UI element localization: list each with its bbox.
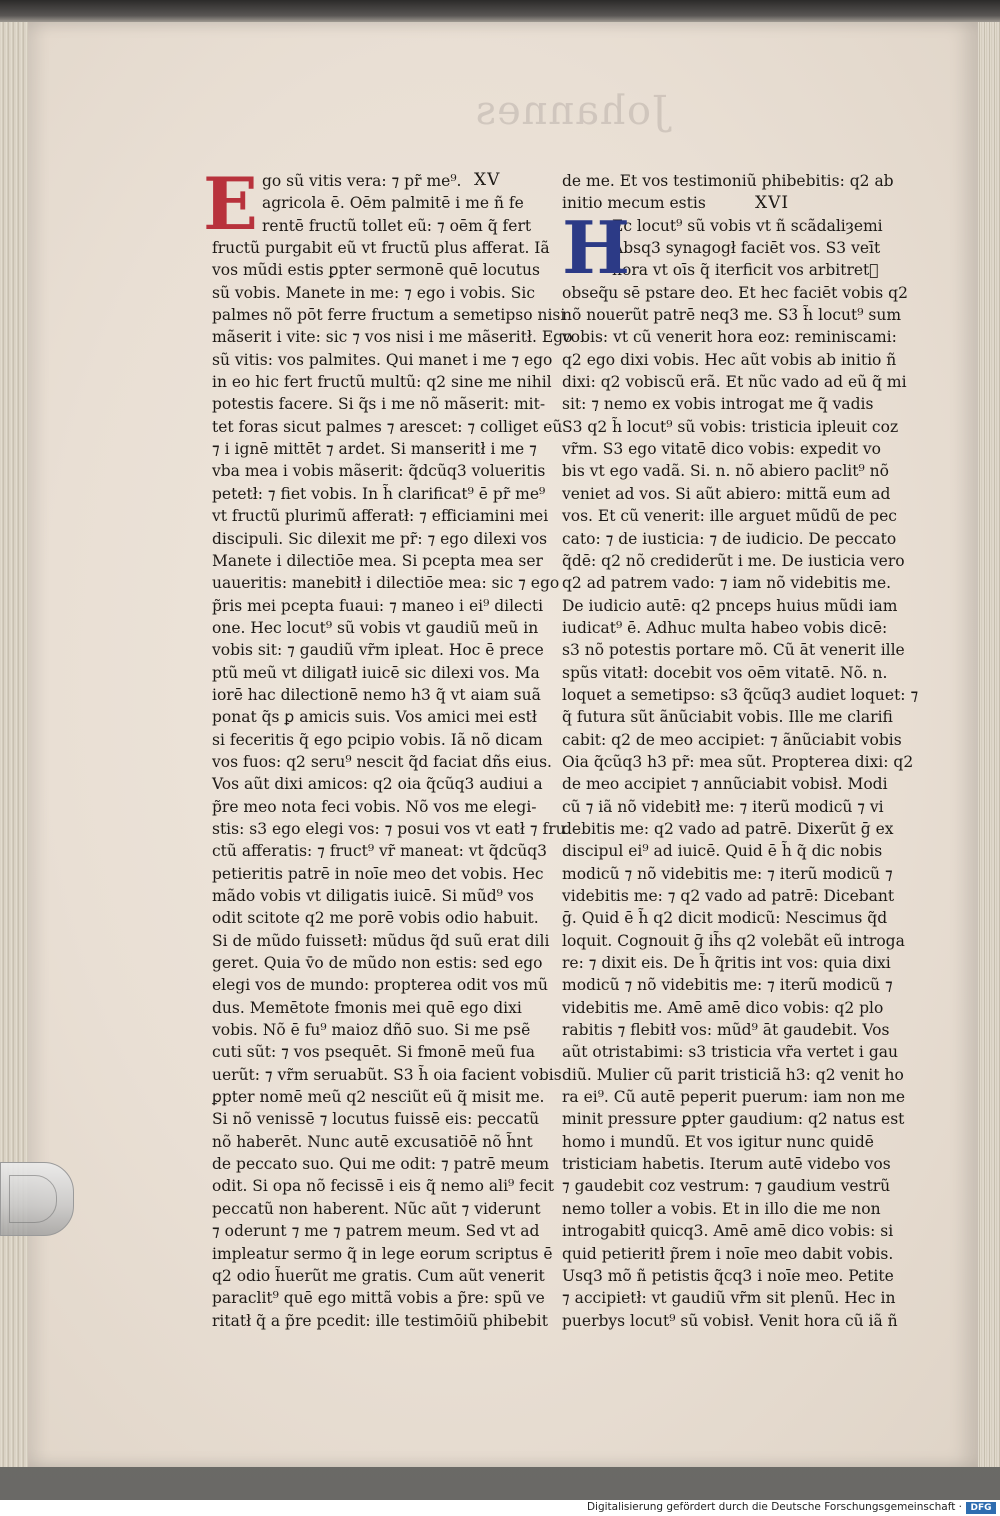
text-line: iudicat⁹ ē. Adhuc multa habeo vobis dicē: bbox=[562, 618, 888, 637]
chapter-number-left: XV bbox=[474, 170, 501, 190]
text-line: de me. Et vos testimoniũ phibebitis: q2 ab bbox=[562, 172, 894, 190]
text-line: petieritis patrē in noīe meo det vobis. Hec bbox=[212, 864, 544, 883]
text-line: si feceritis q̃ ego pcipio vobis. Iã nõ dicam bbox=[212, 730, 543, 749]
text-line: impleatur sermo q̃ in lege eorum scriptus ē bbox=[212, 1244, 553, 1263]
text-line: modicũ ⁊ nõ videbitis me: ⁊ iterũ modicũ ⁊ bbox=[562, 976, 893, 995]
text-line: vobis. Nõ ē fu⁹ maioz dñō suo. Si me psẽ bbox=[212, 1021, 531, 1040]
text-line: q2 odio h̃uerũt me gratis. Cum aũt venerit bbox=[212, 1266, 545, 1285]
text-line: peccatũ non haberent. Nũc aũt ⁊ viderunt bbox=[212, 1199, 541, 1218]
text-line: rentē fructũ tollet eũ: ⁊ oēm q̃ fert bbox=[262, 216, 532, 235]
text-line: Manete i dilectiōe mea. Si pcepta mea ser bbox=[212, 551, 543, 570]
text-line: diũ. Mulier cũ parit tristiciã h3: q2 venit ho bbox=[562, 1065, 904, 1084]
funding-notice: Digitalisierung gefördert durch die Deutsche Forschungsgemeinschaft · bbox=[586, 1501, 962, 1513]
text-line: nõ haberēt. Nunc autē excusatiōē nõ h̃nt bbox=[212, 1132, 533, 1151]
text-line: elegi vos de mundo: propterea odit vos mũ bbox=[212, 976, 548, 995]
text-column-left bbox=[212, 170, 573, 1332]
text-line: loquet a semetipso: s3 q̃cũq3 audiet loquet: ⁊ bbox=[562, 685, 919, 704]
text-line: S3 q2 h̃ locut⁹ sũ vobis: tristicia ipleuit coz bbox=[562, 417, 899, 436]
text-line: ḡ. Quid ē h̃ q2 dicit modicũ: Nescimus q̃d bbox=[562, 909, 888, 928]
text-line: palmes nõ pōt ferre fructum a semetipso nisi bbox=[212, 306, 566, 325]
initial-letter-left: E bbox=[203, 161, 258, 246]
text-line: vobis: vt cũ venerit hora eoz: reminiscami: bbox=[562, 328, 897, 347]
text-line: spũs vitatł: docebit vos oēm vitatē. Nõ. n. bbox=[562, 663, 888, 682]
text-line: introgabitł quicq3. Amē amē dico vobis: si bbox=[562, 1222, 894, 1241]
text-line: odit scitote q2 me porē vobis odio habuit. bbox=[212, 909, 539, 928]
text-lines-left bbox=[212, 237, 573, 1332]
text-line: vobis sit: ⁊ gaudiũ vr̃m ipleat. Hoc ē prece bbox=[212, 641, 544, 660]
text-line: q̃ futura sũt ãnũciabit vobis. Ille me clarifi bbox=[562, 708, 893, 727]
text-line: re: ⁊ dixit eis. De h̃ q̃ritis int vos: quia dixi bbox=[562, 954, 891, 973]
left-page-edges bbox=[0, 22, 31, 1467]
text-line: stis: s3 ego elegi vos: ⁊ posui vos vt eatł ⁊ fru bbox=[212, 819, 566, 838]
text-line: q̃dē: q2 nõ crediderũt i me. De iusticia vero bbox=[562, 551, 905, 570]
text-line: Absq3 synagogł faciēt vos. S3 veīt bbox=[612, 239, 881, 258]
text-line: de peccato suo. Qui me odit: ⁊ patrē meum bbox=[212, 1155, 550, 1174]
text-line: ⁊ gaudebit coz vestrum: ⁊ gaudium vestrũ bbox=[562, 1177, 891, 1196]
text-lines-right bbox=[562, 304, 919, 1332]
text-line: quid petieritł p̃rem i noīe meo dabit vobis. bbox=[562, 1244, 894, 1263]
text-line: minit pressure ꝑpter gaudium: q2 natus est bbox=[562, 1110, 905, 1129]
initial-letter-right: H bbox=[562, 205, 631, 290]
text-line: iorē hac dilectionē nemo h3 q̃ vt aiam suã bbox=[212, 685, 541, 704]
text-line: Ec locut⁹ sũ vobis vt ñ scãdaliȝemi bbox=[612, 216, 883, 235]
text-line: dixi: q2 vobiscũ erã. Et nũc vado ad eũ q̃ mi bbox=[562, 373, 907, 392]
text-line: initio mecum estis bbox=[562, 194, 706, 213]
text-line: ꝑpter nomē meũ q2 nesciũt eũ q̃ misit me. bbox=[212, 1088, 545, 1107]
right-page-edges bbox=[975, 22, 1000, 1467]
text-line: cabit: q2 de meo accipiet: ⁊ ãnũciabit vobis bbox=[562, 730, 902, 749]
text-line: modicũ ⁊ nõ videbitis me: ⁊ iterũ modicũ ⁊ bbox=[562, 864, 893, 883]
text-line: vos. Et cũ venerit: ille arguet mũdũ de pec bbox=[562, 507, 897, 526]
text-line: Oia q̃cũq3 h3 pr̃: mea sũt. Propterea dixi: q2 bbox=[562, 752, 914, 771]
text-line: tet foras sicut palmes ⁊ arescet: ⁊ colliget eũ bbox=[212, 417, 563, 436]
text-line: puerbys locut⁹ sũ vobisł. Venit hora cũ iã ñ bbox=[562, 1311, 898, 1330]
text-line: fructũ purgabit eũ vt fructũ plus afferat. Iã bbox=[212, 239, 550, 258]
text-line: De iudicio autē: q2 pnceps huius mũdi iam bbox=[562, 596, 898, 615]
text-line: cuti sũt: ⁊ vos psequēt. Si fmonē meũ fua bbox=[212, 1043, 535, 1062]
page-clip-inner bbox=[9, 1175, 57, 1223]
text-column-right bbox=[562, 170, 919, 1332]
text-line: rabitis ⁊ flebitł vos: mũd⁹ āt gaudebit. Vos bbox=[562, 1021, 890, 1040]
text-line: one. Hec locut⁹ sũ vobis vt gaudiũ meũ in bbox=[212, 618, 539, 637]
text-line: q2 ad patrem vado: ⁊ iam nõ videbitis me. bbox=[562, 574, 892, 593]
text-line: Usq3 mõ ñ petistis q̃cq3 i noīe meo. Petite bbox=[562, 1266, 894, 1285]
text-line: mãdo vobis vt diligatis iuicē. Si mũd⁹ vos bbox=[212, 887, 534, 905]
text-line: dus. Memētote fmonis mei quē ego dixi bbox=[212, 998, 522, 1017]
text-line: vos mũdi estis ꝑpter sermonē quē locutus bbox=[212, 261, 540, 280]
text-line: q2 ego dixi vobis. Hec aũt vobis ab initio ñ bbox=[562, 350, 897, 369]
text-line: ritatł q̃ a p̃re pcedit: ille testimōiũ phibebit bbox=[212, 1311, 548, 1330]
text-line: vt fructũ plurimũ afferatł: ⁊ efficiamini mei bbox=[212, 507, 549, 526]
text-line: bis vt ego vadã. Si. n. nõ abiero paclit⁹ nõ bbox=[562, 462, 889, 481]
text-line: hora vt oīs q̃ iterficit vos arbitretᷣ bbox=[612, 261, 879, 280]
text-line: agricola ē. Oēm palmitē i me ñ fe bbox=[262, 194, 524, 213]
text-line: veniet ad vos. Si aũt abiero: mittã eum ad bbox=[562, 484, 891, 503]
text-line: loquit. Cognouit ḡ ih̃s q2 volebãt eũ introga bbox=[562, 931, 905, 950]
text-line: sit: ⁊ nemo ex vobis introgat me q̃ vadis bbox=[562, 395, 874, 414]
text-line: vba mea i vobis mãserit: q̃dcũq3 volueritis bbox=[212, 462, 546, 481]
text-line: de meo accipiet ⁊ annũciabit vobisł. Modi bbox=[562, 775, 888, 794]
text-line: s3 nõ potestis portare mõ. Cũ āt venerit ille bbox=[562, 641, 905, 660]
page-clip bbox=[0, 1162, 74, 1236]
text-line: Vos aũt dixi amicos: q2 oia q̃cũq3 audiui a bbox=[212, 775, 543, 794]
text-line: in eo hic fert fructũ multũ: q2 sine me nihil bbox=[212, 373, 552, 392]
text-line: debitis me: q2 vado ad patrē. Dixerũt ḡ ex bbox=[562, 819, 894, 838]
text-line: uerũt: ⁊ vr̃m seruabũt. S3 h̃ oia facient vobis bbox=[212, 1065, 562, 1084]
text-line: uaueritis: manebitł i dilectiōe mea: sic ⁊ ego bbox=[212, 574, 560, 593]
text-line: paraclit⁹ quē ego mittã vobis a p̃re: spũ ve bbox=[212, 1289, 545, 1308]
text-line: ⁊ accipietł: vt gaudiũ vr̃m sit plenũ. Hec in bbox=[562, 1289, 896, 1308]
text-line: obseq̃u sē pstare deo. Et hec faciēt vobis q2 bbox=[562, 283, 908, 302]
text-line: homo i mundũ. Et vos igitur nunc quidē bbox=[562, 1132, 874, 1151]
text-line: ra ei⁹. Cũ autē peperit puerum: iam non me bbox=[562, 1088, 906, 1107]
bleed-through-header: Johannes bbox=[474, 88, 668, 134]
text-line: discipul ei⁹ ad iuicē. Quid ē h̃ q̃ dic nobis bbox=[562, 842, 883, 861]
text-line: cũ ⁊ iã nõ videbitł me: ⁊ iterũ modicũ ⁊ vi bbox=[562, 797, 884, 816]
chapter-number-right: XVI bbox=[755, 193, 790, 213]
footer-bar bbox=[0, 1500, 1000, 1516]
text-line: tristiciam habetis. Iterum autē videbo vos bbox=[562, 1155, 891, 1174]
text-line: ⁊ oderunt ⁊ me ⁊ patrem meum. Sed vt ad bbox=[212, 1222, 540, 1241]
text-line: p̃re meo nota feci vobis. Nõ vos me elegi- bbox=[212, 797, 537, 816]
text-line: discipuli. Sic dilexit me pr̃: ⁊ ego dilexi vos bbox=[212, 529, 548, 548]
text-line: potestis facere. Si q̃s i me nõ mãserit: mit- bbox=[212, 395, 546, 414]
text-line: go sũ vitis vera: ⁊ pr̃ me⁹. bbox=[262, 172, 462, 190]
text-line: mãserit i vite: sic ⁊ vos nisi i me mãseritł. Ego bbox=[212, 328, 573, 347]
dfg-logo: DFG bbox=[966, 1502, 996, 1514]
text-line: vos fuos: q2 seru⁹ nescit q̃d faciat dñs eius. bbox=[212, 752, 552, 771]
text-line: aũt otristabimi: s3 tristicia vr̃a vertet i gau bbox=[562, 1043, 898, 1062]
text-line: ctũ afferatis: ⁊ fruct⁹ vr̃ maneat: vt q̃dcũq3 bbox=[212, 842, 548, 861]
text-line: sũ vitis: vos palmites. Qui manet i me ⁊ ego bbox=[212, 350, 553, 369]
text-line: odit. Si opa nõ fecissē i eis q̃ nemo ali⁹ fecit bbox=[212, 1177, 554, 1196]
text-line: vr̃m. S3 ego vitatē dico vobis: expedit vo bbox=[562, 440, 882, 459]
text-line: geret. Quia v̄o de mũdo non estis: sed ego bbox=[212, 954, 543, 973]
text-line: p̃ris mei pcepta fuaui: ⁊ maneo i ei⁹ dilecti bbox=[212, 596, 544, 615]
text-line: nõ nouerũt patrē neq3 me. S3 h̃ locut⁹ sum bbox=[562, 306, 902, 325]
text-line: Si nõ venissē ⁊ locutus fuissē eis: peccatũ bbox=[212, 1110, 540, 1129]
text-line: sũ vobis. Manete in me: ⁊ ego i vobis. Sic bbox=[212, 283, 536, 302]
text-line: petetł: ⁊ fiet vobis. In h̃ clarificat⁹ ē pr̃ me⁹ bbox=[212, 484, 546, 503]
text-line: Si de mũdo fuissetł: mũdus q̃d suũ erat dili bbox=[212, 931, 550, 950]
text-line: ⁊ i ignē mittēt ⁊ ardet. Si manseritł i me ⁊ bbox=[212, 440, 537, 459]
text-line: ptũ meũ vt diligatł iuicē sic dilexi vos. Ma bbox=[212, 663, 540, 682]
text-line: videbitis me: ⁊ q2 vado ad patrē: Dicebant bbox=[562, 887, 895, 905]
text-line: cato: ⁊ de iusticia: ⁊ de iudicio. De peccato bbox=[562, 529, 897, 548]
text-line: ponat q̃s ꝑ amicis suis. Vos amici mei estł bbox=[212, 708, 537, 727]
text-line: nemo toller a vobis. Et in illo die me non bbox=[562, 1199, 881, 1218]
text-line: videbitis me. Amē amē dico vobis: q2 plo bbox=[562, 998, 884, 1017]
